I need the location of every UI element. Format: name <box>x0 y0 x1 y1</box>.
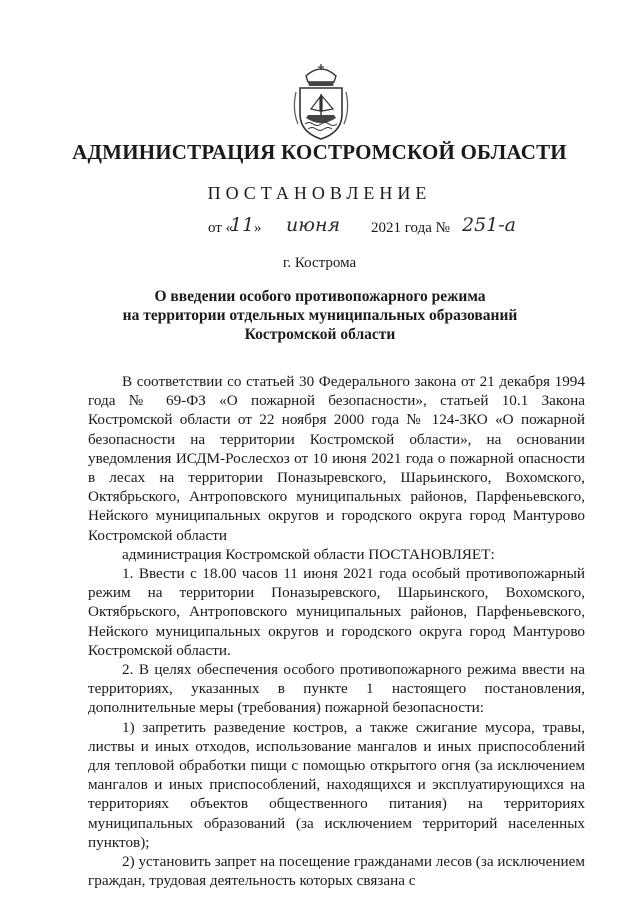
item-2-2-paragraph: 2) установить запрет на посещение гражданами лесов (за исключением граждан, трудовая деятельность которых связана с <box>88 853 585 890</box>
subject-line: О введении особого противопожарного режима <box>154 288 486 305</box>
item-2-1-paragraph: 1) запретить разведение костров, а также сжигание мусора, травы, листвы и иных отходов, использование мангалов и иных приспособлений для тепловой обработки пищи с помощью открытого огня (за исключением мангалов и иных приспособлений, находящихся и эксплуатирующихся на территориях объектов общественного питания) на территориях муниципальных образований (за исключением территорий населенных пунктов); <box>88 718 585 851</box>
date-day: 11 <box>230 214 255 236</box>
date-year: 2021 года № <box>371 220 450 236</box>
kostroma-coat-of-arms-icon <box>292 62 350 142</box>
document-type: ПОСТАНОВЛЕНИЕ <box>207 183 432 203</box>
document-date-line <box>208 214 538 240</box>
resolves-paragraph: администрация Костромской области ПОСТАНОВЛЯЕТ: <box>122 545 495 563</box>
preamble-paragraph: В соответствии со статьей 30 Федерального закона от 21 декабря 1994 года № 69-ФЗ «О пожарной безопасности», статьей 10.1 Закона Костромской области от 22 ноября 2000 года № 124-ЗКО «О пожарной безопасности на территории Костромской области», на основании уведомления ИСДМ-Рослесхоз от 10 июня 2021 года о пожарной опасности в лесах на территории Поназыревского, Шарьинского, Вохомского, Октябрьского, Антроповского муниципальных районов, Парфеньевского, Нейского муниципальных округов и городского округа город Мантурово Костромской области <box>88 373 585 544</box>
subject-line: на территории отдельных муниципальных образований <box>122 307 518 324</box>
subject-line: Костромской области <box>244 326 396 343</box>
document-subject <box>110 287 530 344</box>
item-1-paragraph: 1. Ввести с 18.00 часов 11 июня 2021 года особый противопожарный режим на территории Поназыревского, Шарьинского, Вохомского, Октябрьского, Антроповского муниципальных районов, Парфеньевского, Нейского муниципальных округов и городского округа город Мантурово Костромской области. <box>88 565 585 659</box>
document-number: 251-а <box>462 214 517 236</box>
date-suffix: » <box>254 220 262 236</box>
document-body <box>88 372 585 890</box>
city: г. Кострома <box>282 255 357 271</box>
date-month: июня <box>286 214 341 236</box>
organization-title: АДМИНИСТРАЦИЯ КОСТРОМСКОЙ ОБЛАСТИ <box>72 140 567 164</box>
date-prefix: от « <box>208 220 234 236</box>
item-2-paragraph: 2. В целях обеспечения особого противопожарного режима ввести на территориях, указанных в пункте 1 настоящего постановления, дополнительные меры (требования) пожарной безопасности: <box>88 661 585 717</box>
